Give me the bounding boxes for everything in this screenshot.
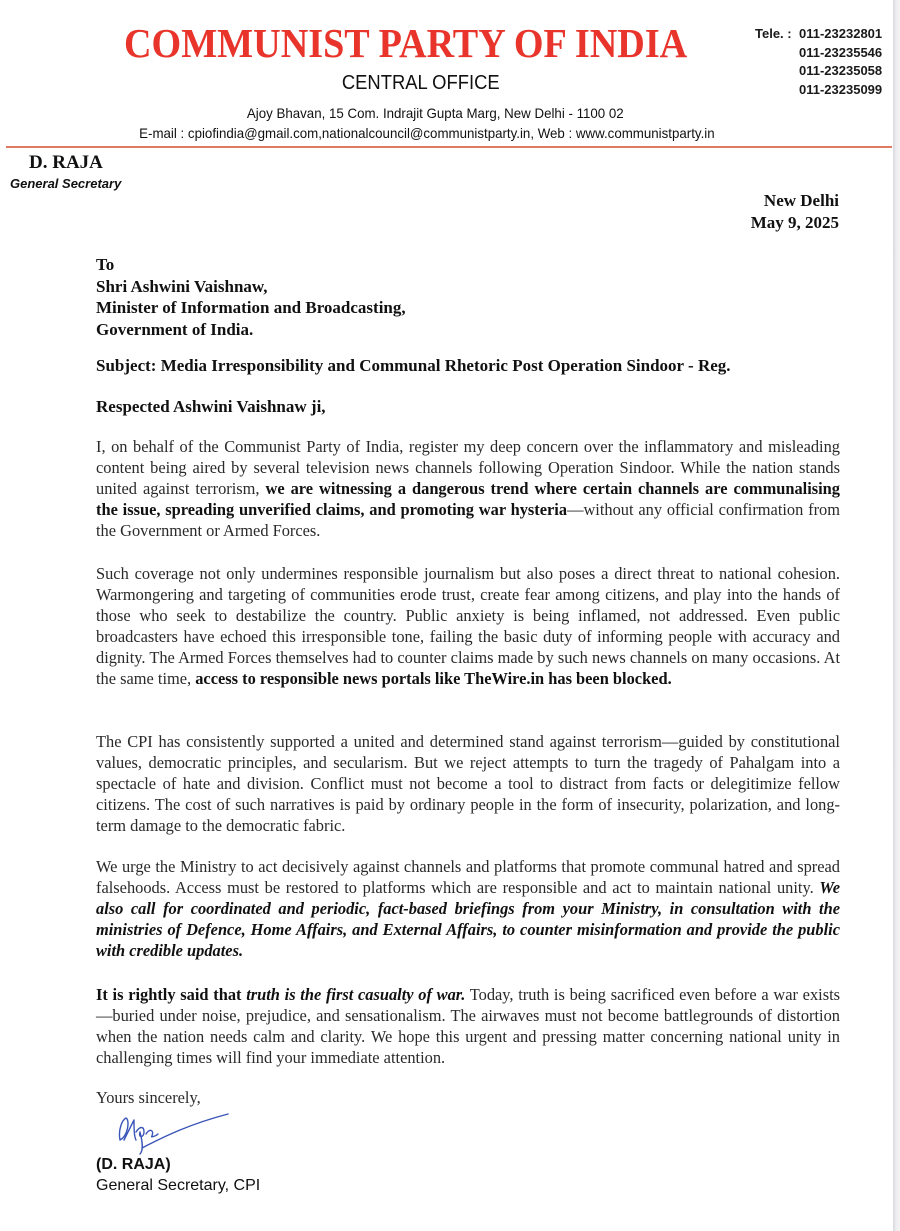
phone-row (755, 81, 882, 100)
tele-label: Tele. : (755, 26, 792, 41)
text-run: We urge the Ministry to act decisively against channels and platforms that promote communal hatred and spread falsehoods. Access must be restored to platforms which are responsible and act to maintain national unity. (96, 857, 840, 897)
signatory-name: (D. RAJA) (96, 1156, 171, 1173)
phone-number: 011-23235058 (799, 63, 883, 78)
letterhead-divider (6, 146, 892, 148)
phone-row (755, 44, 882, 63)
office-text: CENTRAL OFFICE (342, 72, 500, 94)
date: May 9, 2025 (750, 213, 839, 232)
bold-text-run: access to responsible news portals like TheWire.in has been blocked. (195, 669, 672, 688)
phone-row (755, 62, 882, 81)
addressee-block (96, 254, 406, 340)
org-name: COMMUNIST PARTY OF INDIA (124, 20, 688, 66)
closing: Yours sincerely, (96, 1088, 201, 1107)
bold-text-run: It is rightly said that (96, 985, 247, 1004)
body-paragraph-2 (96, 563, 840, 689)
sender-title: General Secretary (10, 176, 122, 191)
text-run: —without any official confirmation from the Government or Armed Forces. (96, 500, 840, 540)
signature-icon (110, 1110, 230, 1160)
addressee-org: Government of India. (96, 319, 254, 339)
sender-name: D. RAJA (29, 152, 103, 173)
letterhead-address-block (0, 103, 900, 143)
phone-row (755, 25, 882, 44)
body-paragraph-5 (96, 984, 840, 1068)
signatory-title: General Secretary, CPI (96, 1177, 261, 1194)
phone-number: 011-23235546 (799, 44, 883, 60)
salutation: Respected Ashwini Vaishnaw ji, (96, 397, 326, 416)
phone-list (755, 25, 882, 99)
bold-text-run: we are witnessing a dangerous trend where certain channels are communalising the issue, spreading unverified claims, and promoting war hysteria (96, 479, 840, 519)
postal-address: Ajoy Bhavan, 15 Com. Indrajit Gupta Marg, New Delhi - 1100 02 (246, 105, 624, 121)
bold-italic-text-run: truth is the first casualty of war. (246, 985, 466, 1004)
place: New Delhi (763, 191, 839, 210)
contact-line: E-mail : cpiofindia@gmail.com,nationalcouncil@communistparty.in, Web : www.communistparty.in (139, 125, 715, 141)
phone-number: 011-23235099 (799, 81, 883, 97)
body-paragraph-3 (96, 731, 840, 836)
text-run: The CPI has consistently supported a united and determined stand against terrorism—guided by constitutional values, democratic principles, and secularism. But we reject attempts to turn the tragedy of Pahalgam into a spectacle of hate and division. Conflict must not become a tool to distract from facts or delegitimize fellow citizens. The cost of such narratives is paid by ordinary people in the form of insecurity, polarization, and long-term damage to the democratic fabric. (96, 732, 840, 835)
text-run: Today, truth is being sacrificed even before a war exists—buried under noise, prejudice, and sensationalism. The airwaves must not become battlegrounds of distortion when the nation needs calm and clarity. We hope this urgent and pressing matter concerning national unity in challenging times will find your immediate attention. (96, 985, 840, 1067)
page-edge (893, 0, 900, 1231)
addressee-name: Shri Ashwini Vaishnaw, (96, 276, 268, 296)
bold-italic-text-run: We also call for coordinated and periodic, fact-based briefings from your Ministry, in consultation with the ministries of Defence, Home Affairs, and External Affairs, to counter misinformation and provide the public with credible updates. (96, 878, 840, 960)
text-run: Such coverage not only undermines responsible journalism but also poses a direct threat to national cohesion. Warmongering and targeting of communities erode trust, create fear among citizens, and play into the hands of those who seek to destabilize the country. Public anxiety is being inflamed, not addressed. Even public broadcasters have echoed this irresponsible tone, failing the basic duty of informing people with accuracy and dignity. The Armed Forces themselves had to counter claims made by such news channels on many occasions. At the same time, (96, 564, 840, 688)
addressee-to: To (96, 255, 115, 274)
text-run: I, on behalf of the Communist Party of India, register my deep concern over the inflammatory and misleading content being aired by several television news channels following Operation Sindoor. While the nation stands united against terrorism, (96, 437, 840, 498)
body-paragraph-1 (96, 436, 840, 541)
body-paragraph-4 (96, 856, 840, 961)
place-date-block (751, 190, 839, 234)
subject-line: Subject: Media Irresponsibility and Communal Rhetoric Post Operation Sindoor - Reg. (96, 356, 731, 375)
phone-number: 011-23232801 (799, 26, 883, 41)
addressee-position: Minister of Information and Broadcasting, (96, 298, 406, 317)
